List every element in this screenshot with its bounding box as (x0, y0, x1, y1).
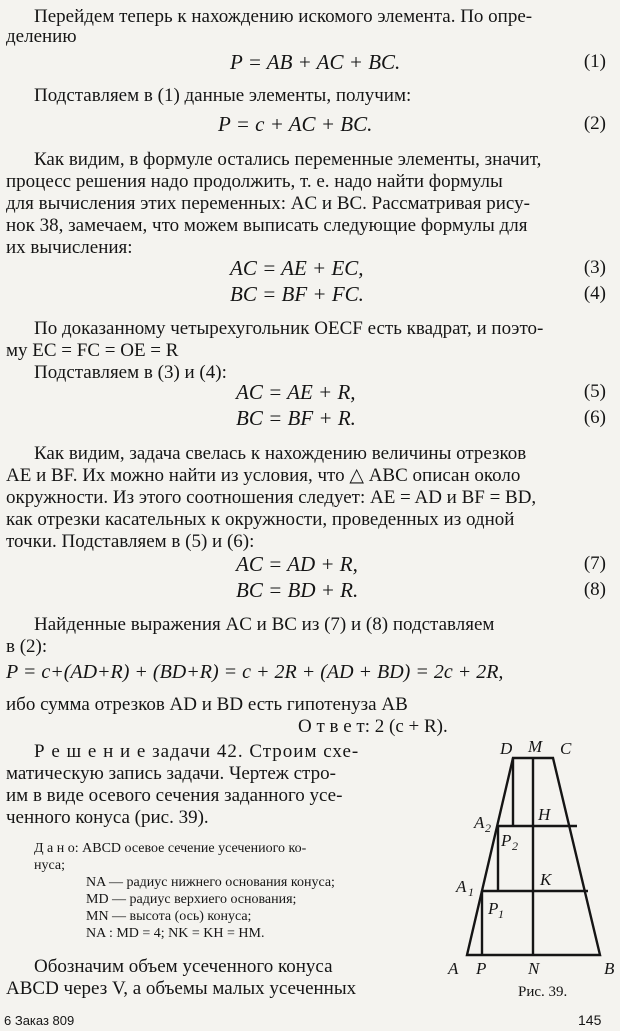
given-line: NA — радиус нижнего основания конуса; (86, 875, 335, 890)
text-line: Перейдем теперь к нахождению искомого элемента. По опре- (34, 6, 533, 27)
label-k: K (540, 870, 552, 889)
formula: AC = AD + R, (236, 552, 358, 576)
label-d: D (500, 739, 513, 758)
formula: AC = AE + R, (236, 380, 356, 404)
label-p2-sub: 2 (512, 839, 518, 853)
text-line: матическую запись задачи. Чертеж стро- (6, 763, 336, 784)
label-p: P (476, 959, 487, 978)
label-n: N (528, 959, 540, 978)
label-c: C (560, 739, 572, 758)
text-line: ибо сумма отрезков AD и BD есть гипотенуза AB (6, 694, 408, 715)
label-a2: A (474, 813, 485, 832)
equation-number: (2) (583, 113, 606, 134)
text-line: делению (6, 26, 77, 47)
text-line: нок 38, замечаем, что можем выписать следующие формулы для (6, 215, 528, 236)
text-line: их вычисления: (6, 237, 133, 258)
figure-truncated-cone-section (440, 730, 620, 1000)
text-line: Подставляем в (3) и (4): (34, 362, 227, 383)
formula: P = AB + AC + BC. (230, 50, 401, 74)
text-line: Найденные выражения AC и BC из (7) и (8) подставляем (34, 614, 495, 635)
label-p1: P (488, 899, 499, 918)
label-p2: P (501, 831, 512, 850)
given-line: MD — радиус верхиего основания; (86, 892, 297, 907)
formula: AC = AE + EC, (230, 256, 364, 280)
equation-number: (6) (583, 407, 606, 428)
equation-number: (8) (583, 579, 606, 600)
equation-number: (3) (583, 257, 606, 278)
text-line: для вычисления этих переменных: AC и BC. Рассматривая рису- (6, 193, 530, 214)
label-a1: A (456, 877, 467, 896)
text-line: точки. Подставляем в (5) и (6): (6, 531, 255, 552)
text-line: процесс решения надо продолжить, т. е. надо найти формулы (6, 171, 503, 192)
label-a: A (448, 959, 459, 978)
label-b: B (604, 959, 615, 978)
given-line: MN — высота (ось) конуса; (86, 909, 252, 924)
text-line: ABCD через V, а объемы малых усеченных (6, 978, 357, 999)
formula: P = c+(AD+R) + (BD+R) = c + 2R + (AD + BD) = 2c + 2R, (6, 661, 504, 683)
text-line: му EC = FC = OE = R (6, 340, 179, 361)
text-line: AE и BF. Их можно найти из условия, что △ ABC описан около (6, 465, 521, 486)
text-line: Как видим, в формуле остались переменные элементы, значит, (34, 149, 542, 170)
given-line: NA : MD = 4; NK = KH = HM. (86, 926, 265, 941)
footer-print-mark: 6 Заказ 809 (4, 1013, 75, 1028)
label-m: M (528, 737, 543, 756)
text-line: Как видим, задача свелась к нахождению величины отрезков (34, 443, 527, 464)
formula: BC = BF + FC. (230, 282, 364, 306)
answer: О т в е т: 2 (c + R). (298, 716, 448, 737)
label-h: H (538, 805, 551, 824)
text-line: окружности. Из этого соотношения следует: AE = AD и BF = BD, (6, 487, 537, 508)
equation-number: (7) (583, 553, 606, 574)
label-p1-sub: 1 (498, 907, 504, 921)
text-line: По доказанному четырехугольник OECF есть квадрат, и поэто- (34, 318, 544, 339)
equation-number: (4) (583, 283, 606, 304)
figure-caption: Рис. 39. (518, 984, 568, 1000)
formula: P = c + AC + BC. (218, 112, 373, 136)
page-number: 145 (578, 1012, 602, 1028)
text-line: Обозначим объем усеченного конуса (34, 956, 333, 977)
label-a1-sub: 1 (468, 885, 474, 899)
text-line: им в виде осевого сечения заданного усе- (6, 785, 343, 806)
label-a2-sub: 2 (485, 821, 491, 835)
given-line: нуса; (34, 858, 65, 873)
equation-number: (5) (583, 381, 606, 402)
text-line: в (2): (6, 636, 48, 657)
given-line: Д а н о: ABCD осевое сечение усечениого ко- (34, 841, 307, 856)
text-line: Подставляем в (1) данные элементы, получим: (34, 85, 412, 106)
equation-number: (1) (583, 51, 606, 72)
formula: BC = BD + R. (236, 578, 359, 602)
text-line: ченного конуса (рис. 39). (6, 807, 209, 828)
text-line: Р е ш е н и е задачи 42. Строим схе- (34, 741, 360, 762)
text-line: как отрезки касательных к окружности, проведенных из одной (6, 509, 515, 530)
formula: BC = BF + R. (236, 406, 356, 430)
